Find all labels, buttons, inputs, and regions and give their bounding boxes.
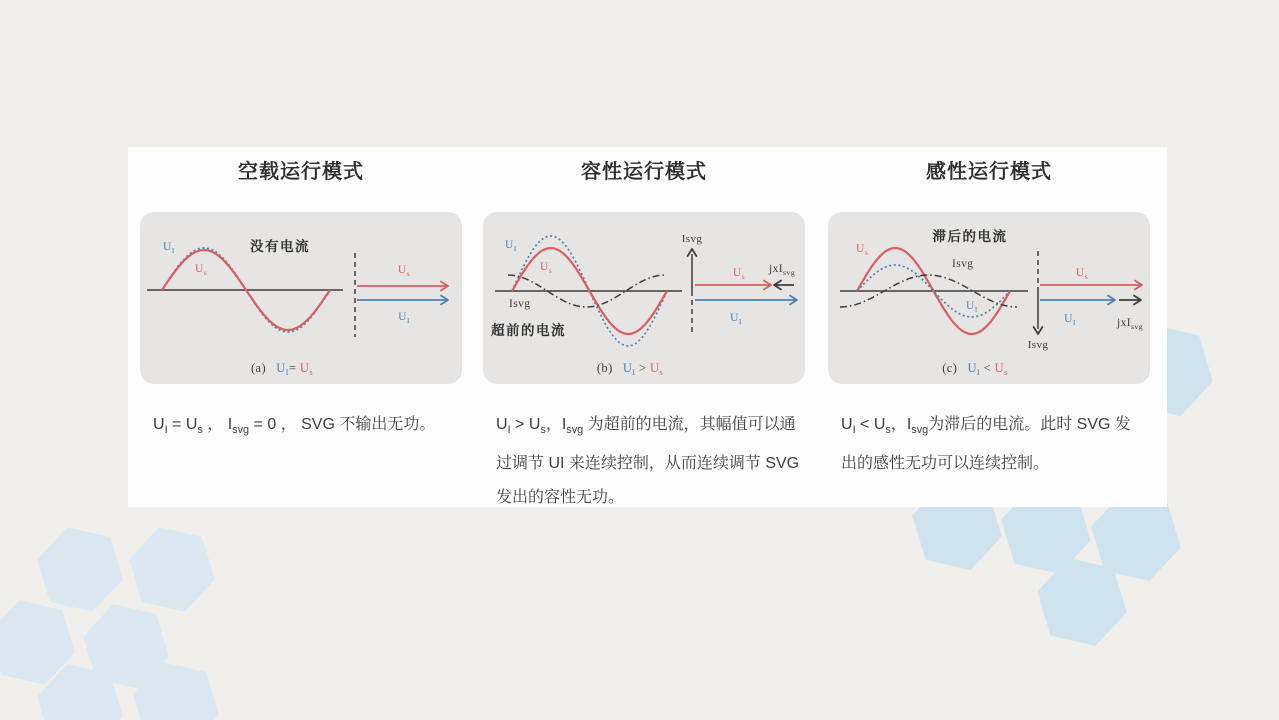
panel-description: $U_I = U_s$ ， $I_{svg} = 0$ ， SVG 不输出无功。 — [153, 416, 436, 437]
ui-voltage-curve-label: $U_I$ — [163, 241, 175, 255]
panel-title: 感性运行模式 — [926, 161, 1052, 183]
current-annotation: 滞后的电流 — [932, 229, 1008, 244]
panel-inductive-mode — [828, 160, 1150, 481]
ui-phasor-label: $U_I$ — [398, 311, 410, 325]
us-phasor-label: $U_s$ — [397, 264, 411, 278]
us-voltage-curve-label: $U_s$ — [195, 263, 208, 277]
ui-voltage-curve-label: $U_I$ — [505, 239, 517, 253]
panel-description: $U_I > U_s$，$I_{svg}$ 为超前的电流，其幅值可以通过调节 UI 来连续控制，从而连续调节 SVG 发出的容性无功。 — [496, 416, 800, 507]
us-voltage-curve-label: $U_s$ — [856, 243, 869, 257]
us-phasor-label: $U_s$ — [1075, 267, 1089, 281]
noload-waveform-diagram — [140, 212, 462, 384]
diagram-caption: (c) $U_I < U_s$ — [942, 361, 1008, 377]
hexagon-decoration — [28, 522, 131, 617]
panel-title: 空载运行模式 — [238, 161, 364, 183]
jx-isvg-phasor-label: jxI$_{svg}$ — [1116, 317, 1144, 331]
current-annotation: 超前的电流 — [491, 323, 566, 338]
ui-phasor-label: $U_I$ — [730, 312, 742, 326]
panel-title: 容性运行模式 — [581, 161, 707, 183]
isvg-lagging-current-curve-label: Isvg — [952, 258, 974, 270]
capacitive-waveform-diagram — [483, 212, 805, 384]
inductive-waveform-diagram — [828, 212, 1150, 384]
panel-description: $U_I < U_s$，$I_{svg}$为滞后的电流。此时 SVG 发出的感性无功可以连续控制。 — [841, 416, 1131, 473]
panel-noload-mode — [140, 160, 462, 447]
panel-capacitive-mode — [483, 160, 805, 515]
isvg-phasor-label: Isvg — [681, 233, 703, 245]
current-annotation: 没有电流 — [250, 239, 310, 254]
ui-phasor-label: $U_I$ — [1064, 313, 1076, 327]
us-phasor-label: $U_s$ — [732, 267, 746, 281]
isvg-leading-current-curve-label: Isvg — [509, 298, 531, 310]
diagram-caption: (b) $U_I > U_s$ — [596, 361, 664, 377]
us-voltage-curve-label: $U_s$ — [540, 261, 553, 275]
hexagon-decoration — [120, 522, 223, 617]
ui-voltage-curve-label: $U_I$ — [966, 300, 978, 314]
isvg-phasor-label: Isvg — [1027, 339, 1049, 351]
content-card — [128, 147, 1167, 507]
jx-isvg-phasor-label: jxI$_{svg}$ — [768, 263, 796, 277]
diagram-caption: (a) $U_I= U_s$ — [250, 361, 314, 377]
